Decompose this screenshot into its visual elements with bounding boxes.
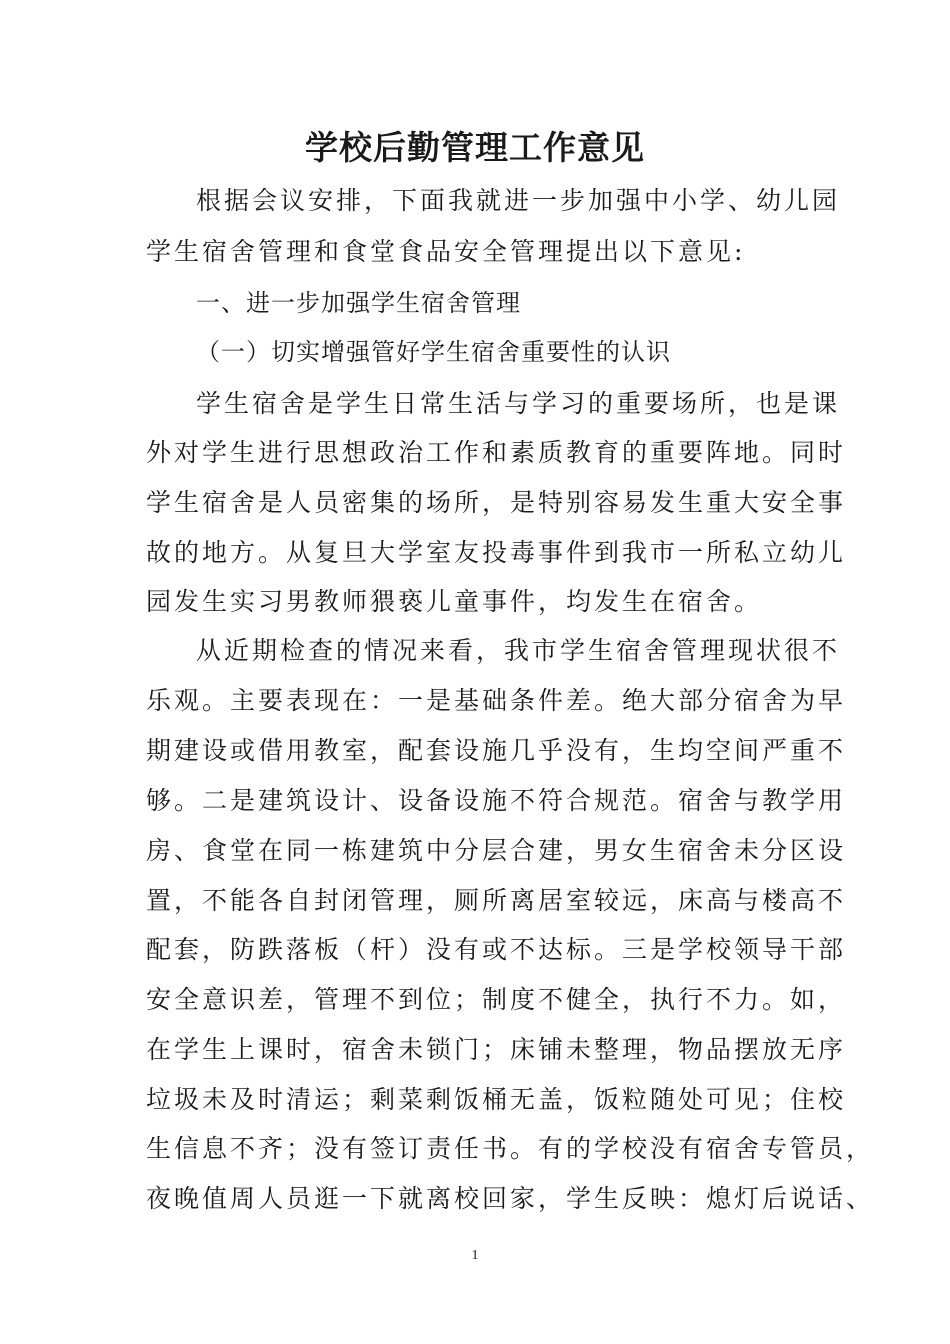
paragraph-line: 根据会议安排，下面我就进一步加强中小学、幼儿园 bbox=[196, 186, 841, 215]
section-heading: 一、进一步加强学生宿舍管理 bbox=[196, 289, 521, 317]
document-title: 学校后勤管理工作意见 bbox=[305, 128, 645, 167]
paragraph-line: 生信息不齐；没有签订责任书。有的学校没有宿舍专管员， bbox=[146, 1134, 875, 1163]
paragraph-line: 从近期检查的情况来看，我市学生宿舍管理现状很不 bbox=[196, 636, 841, 665]
paragraph-line: 夜晚值周人员逛一下就离校回家，学生反映：熄灯后说话、 bbox=[146, 1184, 875, 1213]
paragraph-line: 置，不能各自封闭管理，厕所离居室较远，床高与楼高不 bbox=[146, 886, 847, 915]
paragraph-line: 学生宿舍管理和食堂食品安全管理提出以下意见: bbox=[146, 237, 746, 266]
paragraph-line: 乐观。主要表现在：一是基础条件差。绝大部分宿舍为早 bbox=[146, 686, 847, 715]
paragraph-line: 学生宿舍是学生日常生活与学习的重要场所，也是课 bbox=[196, 389, 841, 418]
paragraph-line: 学生宿舍是人员密集的场所，是特别容易发生重大安全事 bbox=[146, 488, 847, 517]
paragraph-line: 故的地方。从复旦大学室友投毒事件到我市一所私立幼儿 bbox=[146, 538, 847, 567]
paragraph-line: 垃圾未及时清运；剩菜剩饭桶无盖，饭粒随处可见；住校 bbox=[146, 1085, 847, 1114]
paragraph-line: 在学生上课时，宿舍未锁门；床铺未整理，物品摆放无序 bbox=[146, 1035, 847, 1064]
paragraph-line: 期建设或借用教室，配套设施几乎没有，生均空间严重不 bbox=[146, 736, 847, 765]
paragraph-line: 外对学生进行思想政治工作和素质教育的重要阵地。同时 bbox=[146, 438, 847, 467]
subsection-heading: （一）切实增强管好学生宿舍重要性的认识 bbox=[196, 338, 671, 366]
paragraph-line: 安全意识差，管理不到位；制度不健全，执行不力。如， bbox=[146, 985, 847, 1014]
paragraph-line: 配套，防跌落板（杆）没有或不达标。三是学校领导干部 bbox=[146, 935, 847, 964]
paragraph-line: 房、食堂在同一栋建筑中分层合建，男女生宿舍未分区设 bbox=[146, 836, 847, 865]
page-number: 1 bbox=[471, 1248, 479, 1263]
paragraph-line: 够。二是建筑设计、设备设施不符合规范。宿舍与教学用 bbox=[146, 786, 847, 815]
paragraph-line: 园发生实习男教师猥亵儿童事件，均发生在宿舍。 bbox=[146, 587, 763, 616]
